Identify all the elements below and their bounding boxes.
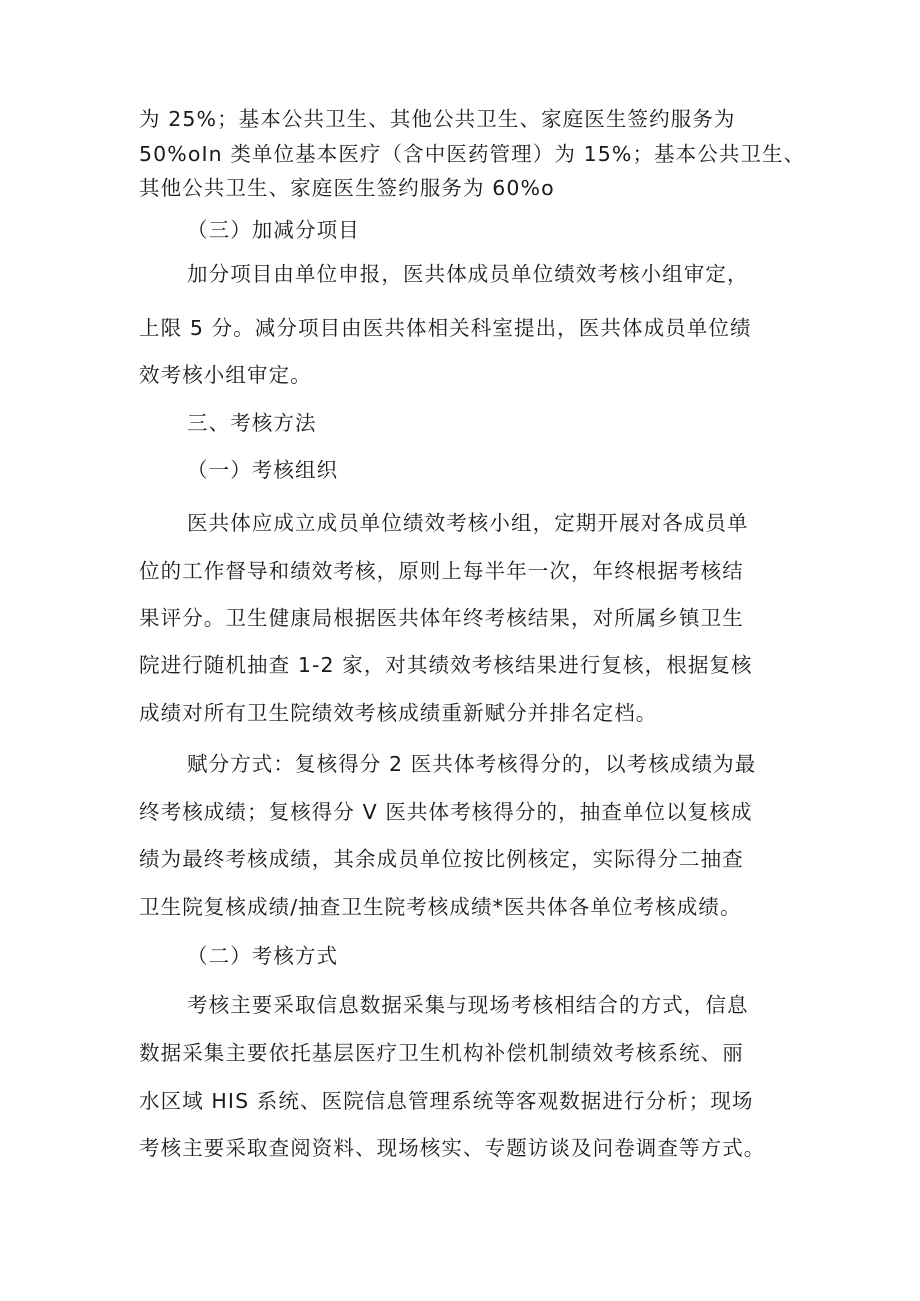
section-heading-3: （三）加减分项目: [187, 218, 360, 242]
paragraph-line: 其他公共卫生、家庭医生签约服务为 60%o: [139, 176, 555, 200]
section-heading-1: （一）考核组织: [187, 458, 339, 482]
section-heading-main: 三、考核方法: [187, 411, 317, 435]
paragraph-line: 绩为最终考核成绩，其余成员单位按比例核定，实际得分二抽查: [139, 847, 744, 871]
paragraph-line: 赋分方式：复核得分 2 医共体考核得分的，以考核成绩为最: [187, 752, 757, 776]
paragraph-line: 加分项目由单位申报，医共体成员单位绩效考核小组审定，: [187, 262, 749, 286]
paragraph-line: 果评分。卫生健康局根据医共体年终考核结果，对所属乡镇卫生: [139, 606, 744, 630]
paragraph-line: 数据采集主要依托基层医疗卫生机构补偿机制绩效考核系统、丽: [139, 1041, 744, 1065]
paragraph-line: 效考核小组审定。: [139, 363, 312, 387]
paragraph-line: 终考核成绩；复核得分 V 医共体考核得分的，抽查单位以复核成: [139, 800, 753, 824]
paragraph-line: 上限 5 分。减分项目由医共体相关科室提出，医共体成员单位绩: [139, 316, 752, 340]
section-heading-2: （二）考核方式: [187, 944, 339, 968]
paragraph-line: 考核主要采取查阅资料、现场核实、专题访谈及问卷调查等方式。: [139, 1136, 766, 1160]
paragraph-line: 考核主要采取信息数据采集与现场考核相结合的方式，信息: [187, 993, 749, 1017]
paragraph-line: 水区域 HIS 系统、医院信息管理系统等客观数据进行分析；现场: [139, 1089, 754, 1113]
paragraph-line: 位的工作督导和绩效考核，原则上每半年一次，年终根据考核结: [139, 559, 744, 583]
paragraph-line: 成绩对所有卫生院绩效考核成绩重新赋分并排名定档。: [139, 701, 658, 725]
paragraph-line: 医共体应成立成员单位绩效考核小组，定期开展对各成员单: [187, 511, 749, 535]
paragraph-line: 院进行随机抽查 1-2 家，对其绩效考核结果进行复核，根据复核: [139, 653, 753, 677]
paragraph-line: 50%oIn 类单位基本医疗（含中医药管理）为 15%；基本公共卫生、: [139, 142, 806, 166]
paragraph-line: 卫生院复核成绩/抽查卫生院考核成绩*医共体各单位考核成绩。: [139, 895, 742, 919]
paragraph-line: 为 25%；基本公共卫生、其他公共卫生、家庭医生签约服务为: [139, 107, 736, 131]
